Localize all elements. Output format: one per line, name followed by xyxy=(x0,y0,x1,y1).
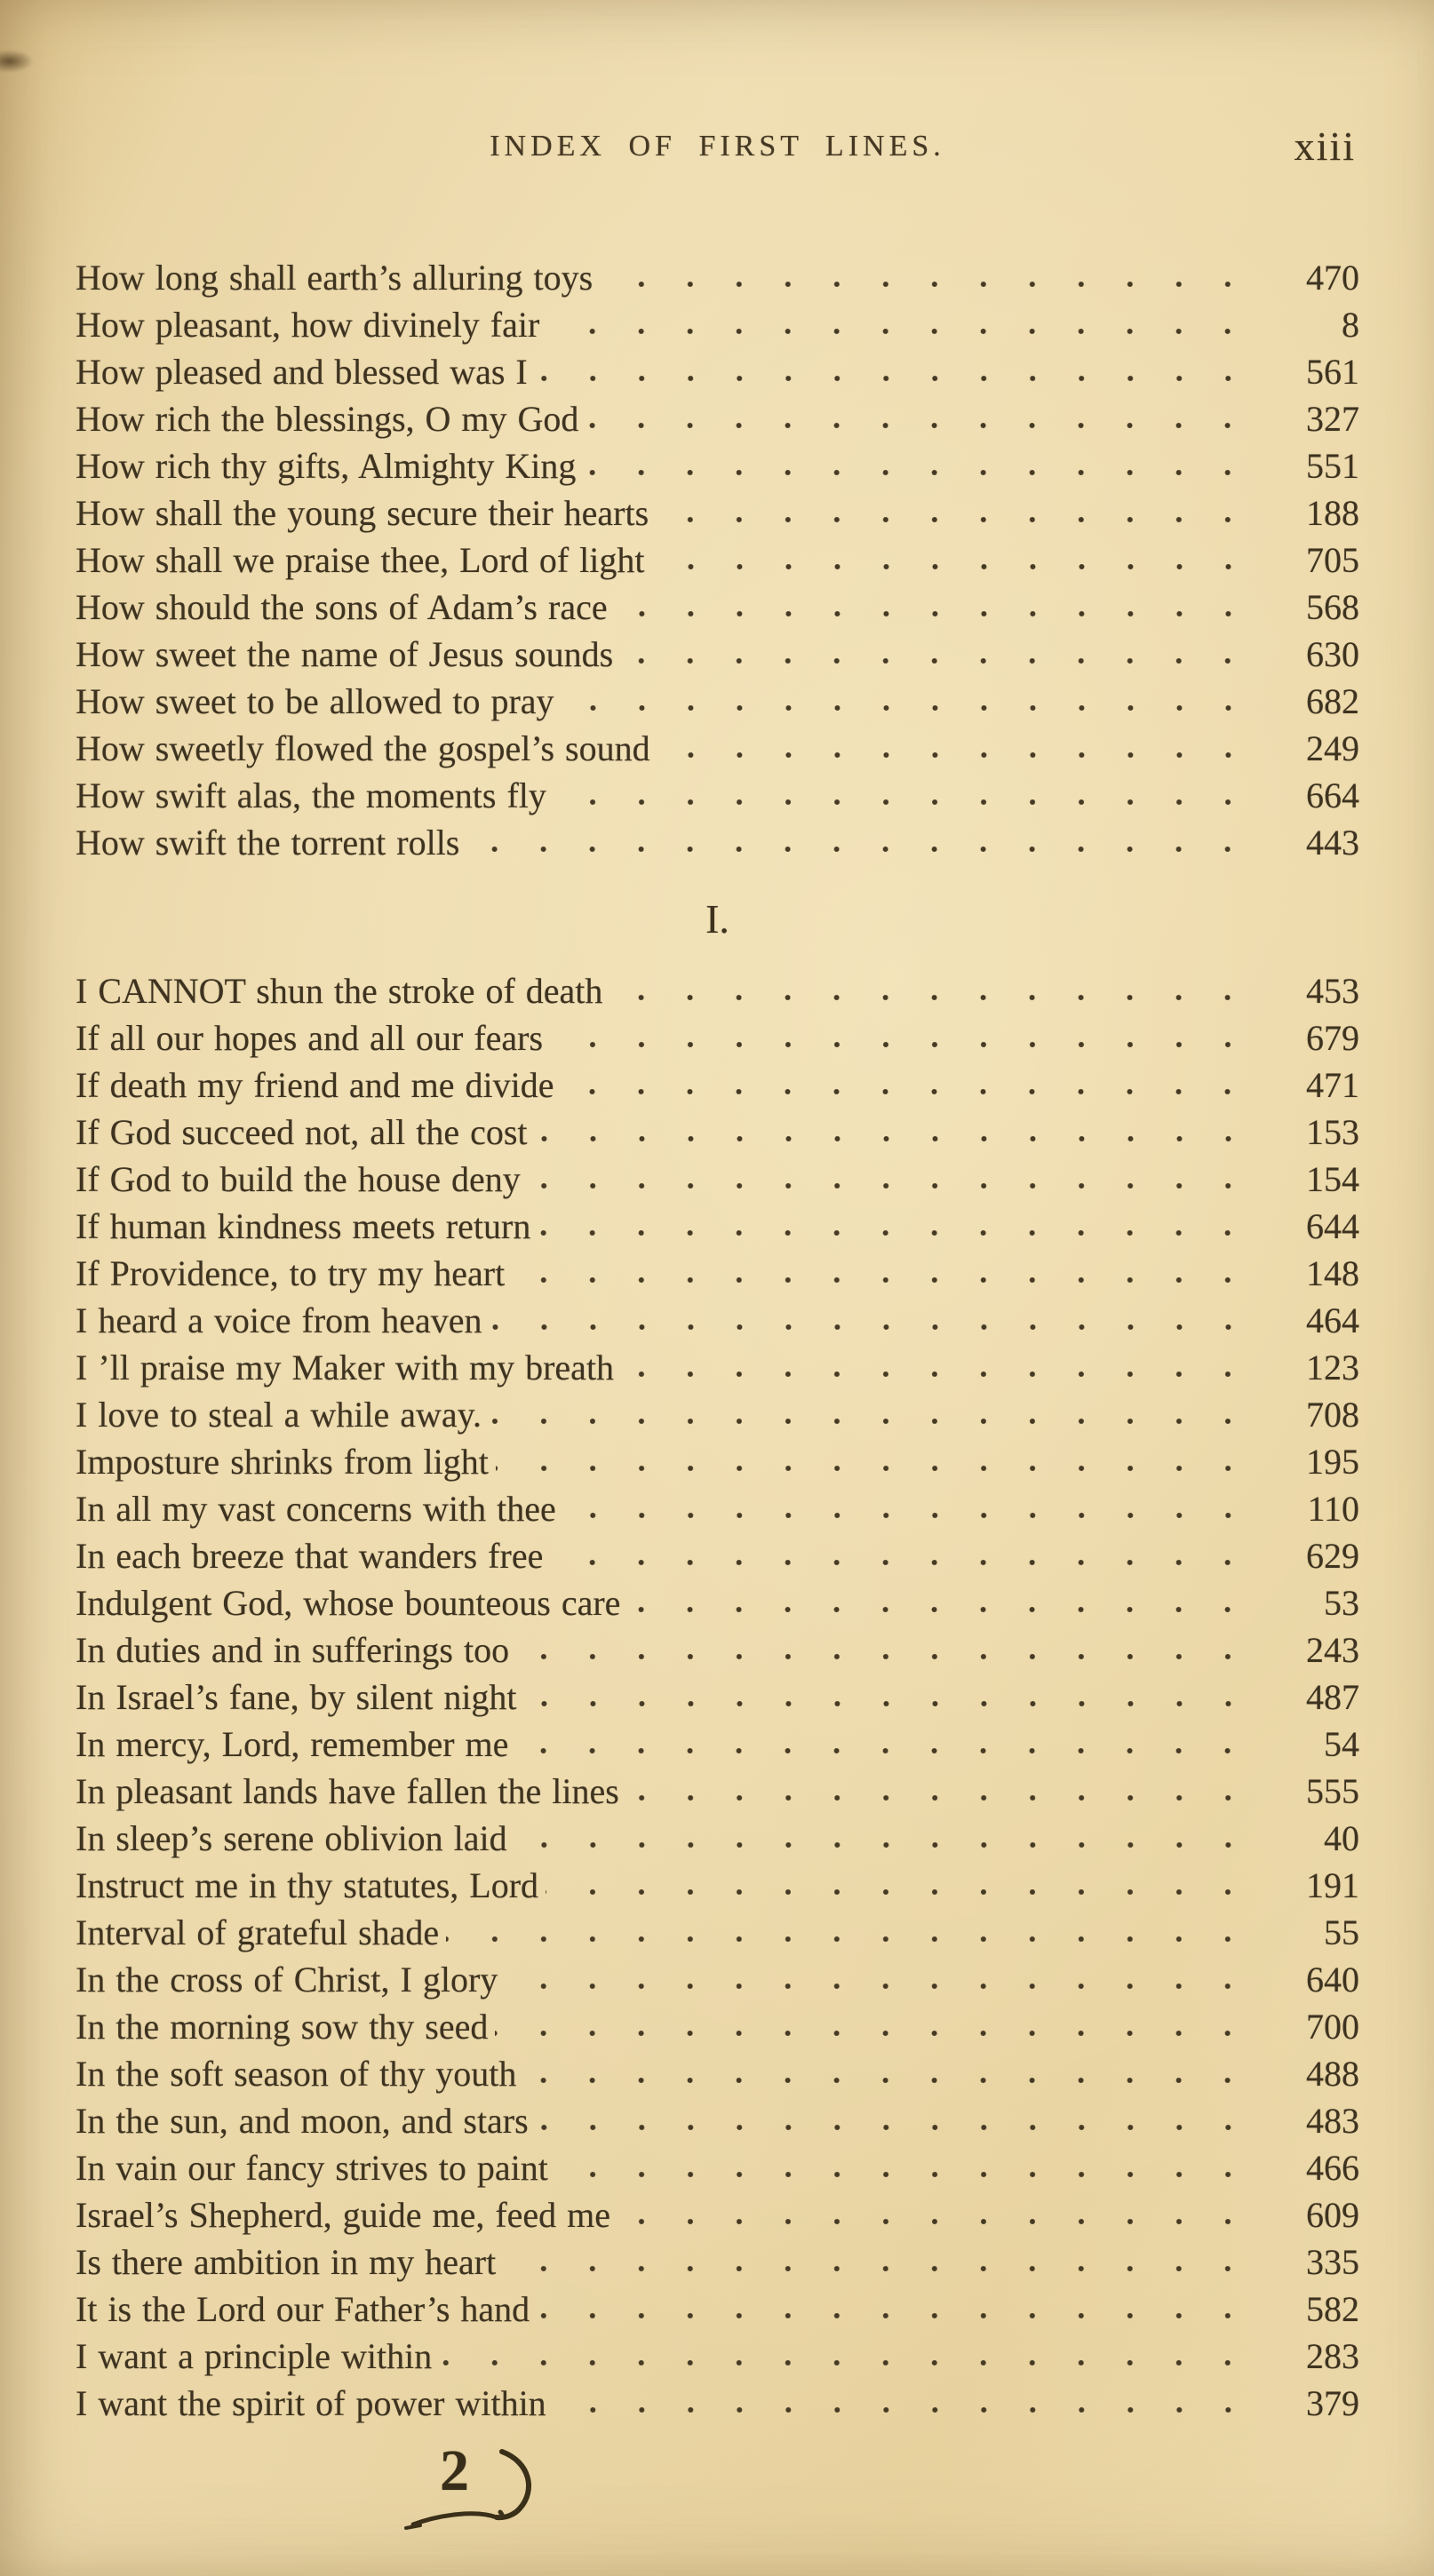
entry-first-line: Imposture shrinks from light xyxy=(76,1442,489,1482)
dot-leader xyxy=(515,1745,1272,1756)
entry-first-line: How shall we praise thee, Lord of light xyxy=(76,540,645,580)
entry-first-line: In the cross of Christ, I glory xyxy=(76,1960,498,2000)
entry-first-line: Indulgent God, whose bounteous care xyxy=(76,1583,621,1623)
index-entry xyxy=(76,1768,1359,1815)
entry-page-number: 327 xyxy=(1306,399,1359,439)
entry-page-number: 640 xyxy=(1306,1960,1359,2000)
entry-first-line: How rich the blessings, O my God xyxy=(76,399,579,439)
entry-page-number: 630 xyxy=(1306,634,1359,674)
entry-first-line: How rich thy gifts, Almighty King xyxy=(76,446,577,486)
dot-leader xyxy=(496,1463,1272,1474)
printers-signature-mark xyxy=(388,2436,557,2542)
dot-leader xyxy=(505,1981,1272,1992)
page-header xyxy=(76,123,1359,176)
index-entry xyxy=(76,967,1359,1014)
entry-page-number: 582 xyxy=(1306,2289,1359,2329)
index-entry xyxy=(76,254,1359,301)
entry-first-line: In mercy, Lord, remember me xyxy=(76,1724,509,1764)
index-entry xyxy=(76,1344,1359,1391)
entry-first-line: In all my vast concerns with thee xyxy=(76,1489,556,1529)
dot-leader xyxy=(563,1510,1272,1521)
index-section xyxy=(76,254,1359,866)
entry-list xyxy=(76,967,1359,2427)
index-entry xyxy=(76,678,1359,725)
entry-page-number: 8 xyxy=(1342,305,1359,345)
index-entry xyxy=(76,1014,1359,1061)
dot-leader xyxy=(514,1840,1272,1850)
entry-first-line: If all our hopes and all our fears xyxy=(76,1018,544,1058)
entry-page-number: 609 xyxy=(1306,2195,1359,2235)
entry-first-line: It is the Lord our Father’s hand xyxy=(76,2289,530,2329)
dot-leader xyxy=(535,373,1272,384)
entry-page-number: 568 xyxy=(1306,587,1359,627)
entry-page-number: 700 xyxy=(1306,2007,1359,2047)
index-entry xyxy=(76,1250,1359,1297)
entry-page-number: 483 xyxy=(1306,2101,1359,2141)
index-entry xyxy=(76,1485,1359,1532)
index-entry xyxy=(76,1909,1359,1956)
index-entry xyxy=(76,1109,1359,1156)
entry-first-line: Is there ambition in my heart xyxy=(76,2242,497,2282)
dot-leader xyxy=(538,1228,1272,1238)
index-entry xyxy=(76,584,1359,631)
entry-page-number: 488 xyxy=(1306,2054,1359,2094)
entry-first-line: Israel’s Shepherd, guide me, feed me xyxy=(76,2195,611,2235)
entry-page-number: 487 xyxy=(1306,1677,1359,1717)
dot-leader xyxy=(537,2310,1272,2321)
index-entry xyxy=(76,2238,1359,2286)
dot-leader xyxy=(617,2216,1272,2227)
entry-page-number: 243 xyxy=(1306,1630,1359,1670)
section-heading: I. xyxy=(705,896,729,942)
index-entry xyxy=(76,1297,1359,1344)
dot-leader xyxy=(621,1369,1272,1379)
entry-page-number: 708 xyxy=(1306,1395,1359,1435)
index-entry xyxy=(76,1579,1359,1626)
index-entry xyxy=(76,631,1359,678)
scan-smudge xyxy=(0,50,34,73)
index-entry xyxy=(76,1815,1359,1862)
index-entry xyxy=(76,2003,1359,2050)
entry-page-number: 249 xyxy=(1306,728,1359,768)
entry-first-line: In the sun, and moon, and stars xyxy=(76,2101,529,2141)
dot-leader xyxy=(528,1181,1272,1191)
index-entry xyxy=(76,2286,1359,2333)
dot-leader xyxy=(466,844,1272,855)
entry-first-line: How swift alas, the moments fly xyxy=(76,775,546,815)
index-entry xyxy=(76,1061,1359,1109)
entry-page-number: 705 xyxy=(1306,540,1359,580)
index-entry xyxy=(76,2380,1359,2427)
entry-page-number: 154 xyxy=(1306,1159,1359,1199)
index-entry xyxy=(76,1626,1359,1674)
entry-page-number: 471 xyxy=(1306,1065,1359,1105)
dot-leader xyxy=(657,750,1272,760)
index-entry xyxy=(76,1956,1359,2003)
entry-page-number: 664 xyxy=(1306,775,1359,815)
dot-leader xyxy=(627,1604,1272,1615)
entry-first-line: If death my friend and me divide xyxy=(76,1065,554,1105)
signature-number: 2 xyxy=(440,2438,469,2503)
entry-page-number: 55 xyxy=(1324,1912,1359,1952)
entry-page-number: 464 xyxy=(1306,1300,1359,1340)
entry-page-number: 682 xyxy=(1306,681,1359,721)
entry-first-line: If God succeed not, all the cost xyxy=(76,1112,528,1152)
index-entry xyxy=(76,442,1359,489)
entry-first-line: I want a principle within xyxy=(76,2336,433,2376)
index-entry xyxy=(76,772,1359,819)
entry-page-number: 443 xyxy=(1306,823,1359,863)
dot-leader xyxy=(495,2028,1272,2039)
entry-first-line: How should the sons of Adam’s race xyxy=(76,587,608,627)
dot-leader xyxy=(550,1557,1272,1568)
entry-page-number: 40 xyxy=(1324,1818,1359,1858)
index-entry xyxy=(76,1721,1359,1768)
entry-page-number: 551 xyxy=(1306,446,1359,486)
index-entry xyxy=(76,1862,1359,1909)
dot-leader xyxy=(546,1887,1272,1897)
index-entry xyxy=(76,301,1359,348)
entry-first-line: If human kindness meets return xyxy=(76,1206,531,1246)
entry-page-number: 195 xyxy=(1306,1442,1359,1482)
dot-leader xyxy=(489,1416,1272,1427)
index-entry xyxy=(76,1156,1359,1203)
entry-first-line: In Israel’s fane, by silent night xyxy=(76,1677,517,1717)
dot-leader xyxy=(503,2263,1272,2274)
dot-leader xyxy=(439,2357,1272,2368)
index-entry xyxy=(76,1391,1359,1438)
dot-leader xyxy=(446,1934,1272,1944)
dot-leader xyxy=(554,797,1272,807)
entry-page-number: 470 xyxy=(1306,258,1359,298)
entry-first-line: How shall the young secure their hearts xyxy=(76,493,649,533)
dot-leader xyxy=(656,514,1272,525)
entry-first-line: In sleep’s serene oblivion laid xyxy=(76,1818,507,1858)
index-entry xyxy=(76,1674,1359,1721)
dot-leader xyxy=(583,467,1272,478)
entry-page-number: 679 xyxy=(1306,1018,1359,1058)
index-entry xyxy=(76,348,1359,395)
entry-first-line: Interval of grateful shade xyxy=(76,1912,440,1952)
entry-first-line: In duties and in sufferings too xyxy=(76,1630,510,1670)
dot-leader xyxy=(524,1698,1272,1709)
entry-first-line: If Providence, to try my heart xyxy=(76,1253,506,1293)
index-entry xyxy=(76,537,1359,584)
entry-page-number: 561 xyxy=(1306,352,1359,392)
entry-page-number: 123 xyxy=(1306,1348,1359,1387)
dot-leader xyxy=(535,1133,1272,1144)
page-title: INDEX OF FIRST LINES. xyxy=(490,130,945,163)
entry-page-number: 53 xyxy=(1324,1583,1359,1623)
index-section xyxy=(76,896,1359,2427)
entry-first-line: I ’ll praise my Maker with my breath xyxy=(76,1348,615,1387)
entry-first-line: I heard a voice from heaven xyxy=(76,1300,482,1340)
entry-first-line: How swift the torrent rolls xyxy=(76,823,460,863)
entry-page-number: 148 xyxy=(1306,1253,1359,1293)
entry-first-line: In the soft season of thy youth xyxy=(76,2054,517,2094)
dot-leader xyxy=(512,1275,1272,1285)
entry-page-number: 555 xyxy=(1306,1771,1359,1811)
index-entry xyxy=(76,2144,1359,2191)
index-entry xyxy=(76,1532,1359,1579)
entry-first-line: Instruct me in thy statutes, Lord xyxy=(76,1865,539,1905)
entry-page-number: 283 xyxy=(1306,2336,1359,2376)
index-entry xyxy=(76,2050,1359,2097)
index-entry xyxy=(76,2191,1359,2238)
dot-leader xyxy=(626,1793,1272,1803)
dot-leader xyxy=(586,420,1272,431)
entry-first-line: How sweetly flowed the gospel’s sound xyxy=(76,728,650,768)
entry-first-line: How pleased and blessed was I xyxy=(76,352,528,392)
entry-first-line: How long shall earth’s alluring toys xyxy=(76,258,594,298)
entry-page-number: 629 xyxy=(1306,1536,1359,1576)
entry-page-number: 110 xyxy=(1307,1489,1359,1529)
dot-leader xyxy=(555,2169,1272,2180)
entry-page-number: 453 xyxy=(1306,971,1359,1011)
dot-leader xyxy=(620,656,1272,666)
entry-first-line: In pleasant lands have fallen the lines xyxy=(76,1771,619,1811)
dot-leader xyxy=(615,608,1272,619)
index-entry xyxy=(76,1203,1359,1250)
entry-first-line: How pleasant, how divinely fair xyxy=(76,305,540,345)
entry-first-line: I CANNOT shun the stroke of death xyxy=(76,971,603,1011)
index-entry xyxy=(76,725,1359,772)
entry-first-line: In each breeze that wanders free xyxy=(76,1536,544,1576)
entry-first-line: In vain our fancy strives to paint xyxy=(76,2148,548,2188)
entry-list xyxy=(76,254,1359,866)
index-entry xyxy=(76,489,1359,537)
entry-first-line: How sweet to be allowed to pray xyxy=(76,681,554,721)
dot-leader xyxy=(561,1086,1272,1097)
dot-leader xyxy=(550,1039,1272,1050)
dot-leader xyxy=(536,2122,1272,2133)
entry-page-number: 153 xyxy=(1306,1112,1359,1152)
index-entry xyxy=(76,395,1359,442)
dot-leader xyxy=(490,1322,1272,1332)
entry-page-number: 379 xyxy=(1306,2383,1359,2423)
dot-leader xyxy=(554,2405,1272,2415)
entry-page-number: 466 xyxy=(1306,2148,1359,2188)
dot-leader xyxy=(562,703,1272,713)
dot-leader xyxy=(516,1651,1272,1662)
entry-first-line: In the morning sow thy seed xyxy=(76,2007,489,2047)
index-entry xyxy=(76,819,1359,866)
entry-page-number: 191 xyxy=(1306,1865,1359,1905)
dot-leader xyxy=(546,326,1272,337)
folio-page-number: xiii xyxy=(1294,123,1356,169)
dot-leader xyxy=(600,279,1272,290)
index-sections xyxy=(76,254,1359,2427)
entry-page-number: 644 xyxy=(1306,1206,1359,1246)
entry-first-line: How sweet the name of Jesus sounds xyxy=(76,634,614,674)
index-entry xyxy=(76,2097,1359,2144)
index-entry xyxy=(76,1438,1359,1485)
entry-page-number: 335 xyxy=(1306,2242,1359,2282)
pen-flourish-icon xyxy=(388,2436,557,2542)
index-entry xyxy=(76,2333,1359,2380)
entry-page-number: 188 xyxy=(1306,493,1359,533)
dot-leader xyxy=(523,2075,1272,2086)
dot-leader xyxy=(609,992,1272,1003)
entry-first-line: If God to build the house deny xyxy=(76,1159,521,1199)
dot-leader xyxy=(652,561,1272,572)
entry-first-line: I want the spirit of power within xyxy=(76,2383,546,2423)
entry-page-number: 54 xyxy=(1324,1724,1359,1764)
entry-first-line: I love to steal a while away. xyxy=(76,1395,482,1435)
